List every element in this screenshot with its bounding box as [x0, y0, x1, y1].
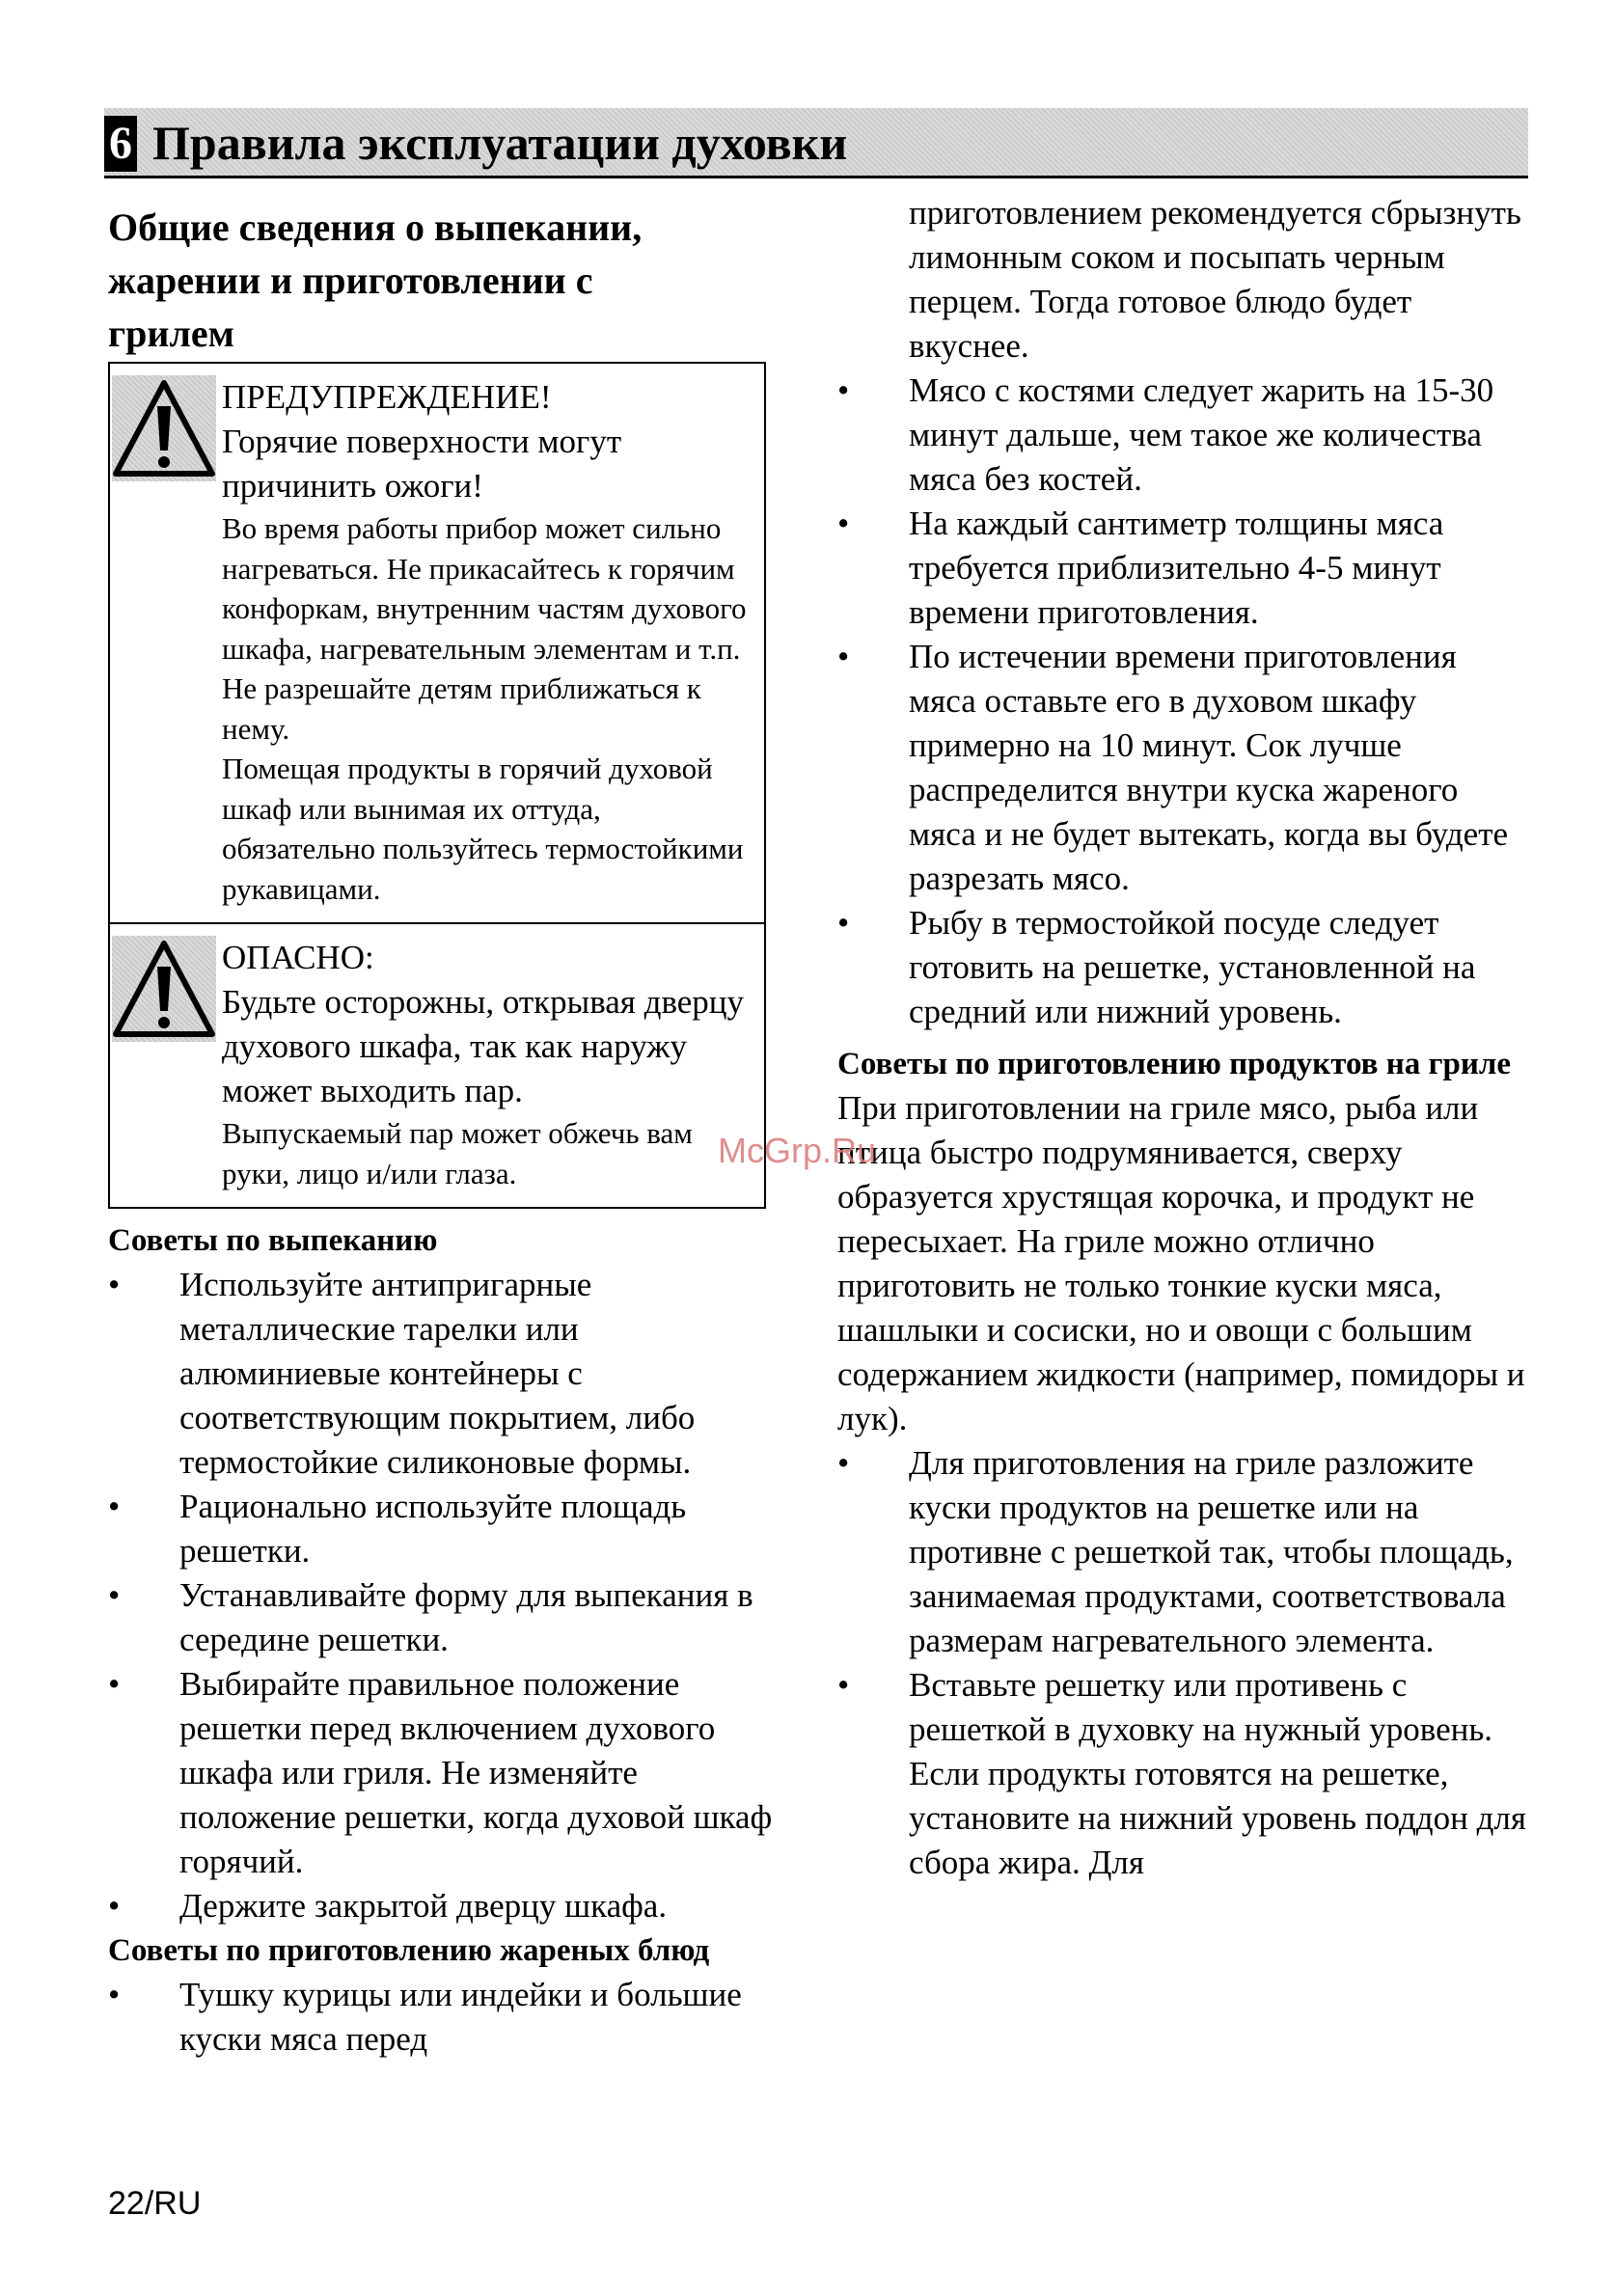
baking-tips-title: Советы по выпеканию — [108, 1223, 438, 1258]
list-item: • Выбирайте правильное положение решетки перед включением духового шкафа или гриля. Не изменяйте положение решетки, когда духовой шкаф горячий. — [108, 1662, 774, 1884]
roasting-tip-continuation: приготовлением рекомендуется сбрызнуть лимонным соком и посыпать черным перцем. Тогда готовое блюдо будет вкуснее. — [909, 194, 1521, 365]
list-item: • На каждый сантиметр толщины мяса требуется приблизительно 4-5 минут времени приготовления. — [837, 502, 1532, 635]
chapter-number: 6 — [104, 116, 137, 172]
chapter-title: Правила эксплуатации духовки — [152, 116, 848, 170]
list-item: • Мясо с костями следует жарить на 15-30 минут дальше, чем такое же количества мяса без костей. — [837, 369, 1532, 502]
danger-headline: Будьте осторожны, открывая дверцу духового шкафа, так как наружу может выходить пар. — [222, 983, 745, 1109]
watermark: McGrp.Ru — [718, 1131, 877, 1170]
warning-text-1: Во время работы прибор может сильно нагреваться. Не прикасайтесь к горячим конфоркам, внутренним частям духового шкафа, нагревательным элементам и т.п. Не разрешайте детям приближаться к нему. — [222, 511, 747, 746]
grill-tips-intro: При приготовлении на гриле мясо, рыба или птица быстро подрумянивается, сверху образуется хрустящая корочка, и продукт не пересыхает. На гриле можно отлично приготовить не только тонкие куски мяса, шашлыки и сосиски, но и овощи с большим содержанием жидкости (например, помидоры и лук). — [837, 1089, 1525, 1437]
list-item: • Для приготовления на гриле разложите куски продуктов на решетке или на противне с решеткой так, чтобы площадь, занимаемая продуктами, соответствовала размерам нагревательного элемента. — [837, 1441, 1532, 1663]
list-item: • Рыбу в термостойкой посуде следует готовить на решетке, установленной на средний или нижний уровень. — [837, 901, 1532, 1034]
danger-label: ОПАСНО: — [222, 939, 374, 976]
danger-triangle-icon — [112, 936, 216, 1042]
list-item: • Вставьте решетку или противень с решеткой в духовку на нужный уровень. Если продукты готовятся на решетке, установите на нижний уровень поддон для сбора жира. Для — [837, 1663, 1532, 1885]
list-item: • По истечении времени приготовления мяса оставьте его в духовом шкафу примерно на 10 минут. Сок лучше распределится внутри куска жареного мяса и не будет вытекать, когда вы будете разрезать мясо. — [837, 635, 1532, 901]
section-title-line-2: жарении и приготовлении с — [108, 259, 593, 302]
warning-triangle-icon — [112, 375, 216, 481]
warning-headline-2: причинить ожоги! — [222, 467, 483, 505]
grill-tips-title: Советы по приготовлению продуктов на гриле — [837, 1047, 1511, 1081]
warning-text-2: Помещая продукты в горячий духовой шкаф или вынимая их оттуда, обязательно пользуйтесь термостойкими рукавицами. — [222, 752, 744, 906]
baking-tips-list — [108, 1263, 774, 1928]
section-title-line-3: грилем — [108, 312, 234, 355]
list-item: • Рационально используйте площадь решетки. — [108, 1485, 774, 1573]
chapter-header — [104, 108, 1528, 178]
page-number: 22/RU — [108, 2185, 202, 2222]
danger-box — [108, 922, 766, 1209]
list-item: • Тушку курицы или индейки и большие куски мяса перед — [108, 1973, 774, 2062]
warning-box — [108, 362, 766, 924]
roasting-tips-title: Советы по приготовлению жареных блюд — [108, 1933, 710, 1968]
list-item: • Используйте антипригарные металлические тарелки или алюминиевые контейнеры с соответствующим покрытием, либо термостойкие силиконовые формы. — [108, 1263, 774, 1485]
section-title-line-1: Общие сведения о выпекании, — [108, 205, 643, 249]
list-item: • Держите закрытой дверцу шкафа. — [108, 1884, 774, 1928]
danger-text: Выпускаемый пар может обжечь вам руки, лицо и/или глаза. — [222, 1116, 693, 1190]
right-column — [837, 191, 1532, 1885]
grill-tips-list — [837, 1441, 1532, 1885]
roasting-tips-list — [108, 1973, 774, 2062]
warning-label: ПРЕДУПРЕЖДЕНИЕ! — [222, 378, 552, 416]
list-item: • Устанавливайте форму для выпекания в середине решетки. — [108, 1573, 774, 1662]
left-column — [108, 201, 774, 2062]
section-title — [108, 201, 774, 360]
warning-headline-1: Горячие поверхности могут — [222, 423, 622, 460]
roasting-tips-list-continued — [837, 369, 1532, 1034]
